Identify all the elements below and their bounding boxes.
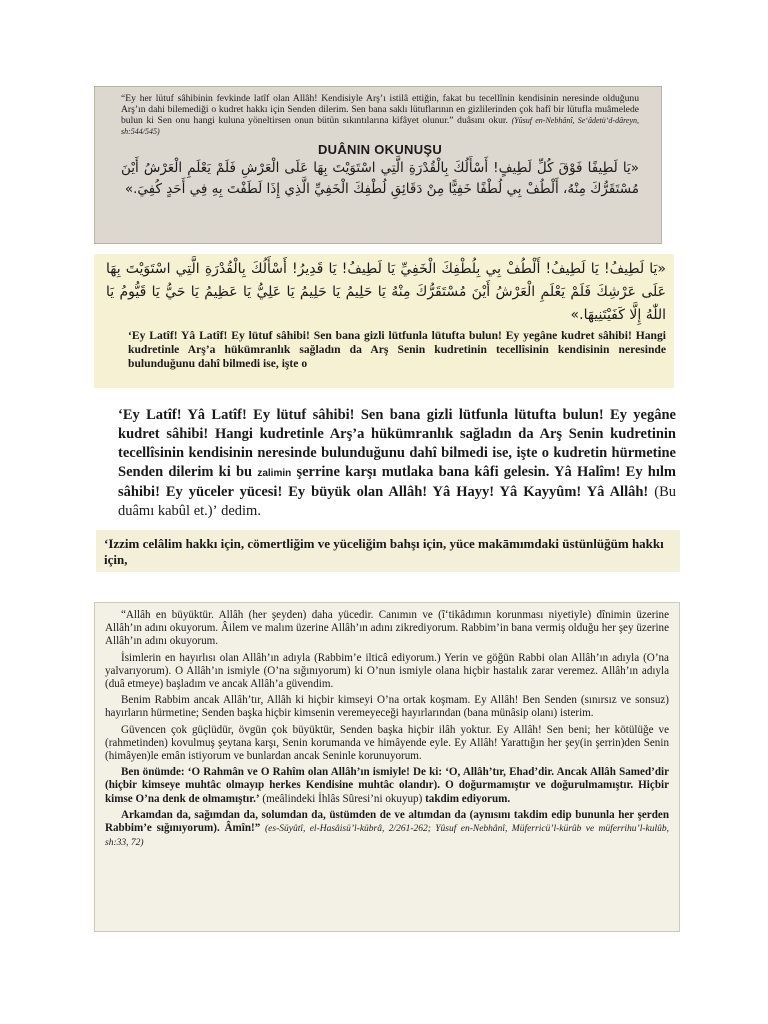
paragraph-5 xyxy=(105,766,669,806)
scan-panel-izzim xyxy=(96,530,680,572)
paragraph-1: “Allâh en büyüktür. Allâh (her şeyden) daha yücedir. Canımın ve (î‘tikâdımın korunması niyetiyle) dînimin üzerine Allâh’ın adını okuyorum. Âilem ve malım üzerine Allâh’ın adını zikrediyorum. Rabbim’in bana vermiş olduğu her şey üzerine Allâh’ın adını okuyorum. xyxy=(105,609,669,648)
paragraph-2: İsimlerin en hayırlısı olan Allâh’ın adıyla (Rabbim’e ilticâ ediyorum.) Yerin ve göğün Rabbi olan Allâh’ın adıyla (O’na yalvarıyorum). O Allâh’ın ismiyle (O’na sığınıyorum) ki O’nun ismiyle olana hiçbir hastalık zarar veremez. Allâh’ın adıyla (duâ etmeye) başladım ve ancak Allâh’a güvendim. xyxy=(105,651,669,691)
translation-part-2: şerrine karşı mutlaka bana kâfi gelesin. Yâ Halîm! Ey hılm sâhibi! Ey yüceler yücesi! Ey büyük olan Allâh! Yâ Hayy! Yâ Kayyûm! Yâ Allâh! xyxy=(118,464,676,500)
paragraph-5-note: (meâlindeki İhlâs Sûresi’ni okuyup) xyxy=(262,792,423,805)
scan-panel-dua-intro xyxy=(94,86,662,244)
paragraph-6-source: (es-Süyûtî, el-Hasâisü’l-kübrâ, 2/261-262; Yûsuf en-Nebhânî, Müferricü’l-kürûb ve müferrihu’l-kulûb, sh:33, 72) xyxy=(105,824,669,849)
translation-text: ‘Ey Latîf! Yâ Latîf! Ey lütuf sâhibi! Sen bana gizli lütfunla lütufta bulun! Ey yegâne kudret sâhibi! Hangi kudretinle Arş’a hükümranlık sağladın da Arş Senin kudretinin tecellîsinin kendisinin neresinde bulunduğunu dahî bilmedi ise, işte o xyxy=(128,329,666,370)
intro-text: “Ey her lütuf sâhibinin fevkinde latîf olan Allâh! Kendisiyle Arş’ı istilâ ettiğin, fakat bu tecellînin kendisinin neresinde olduğunu Arş’ın dahi bilemediği o kudret hakkı için Senden dilerim. Sen bana saklı lütuflarının en gizlilerinden çok hafî bir lütufla muâmelede bulun ki Sen onu hangi kuluna yöneltirsen onun bütün sıkıntılarına kifâyet olunur.” duâsını okur. xyxy=(121,93,639,126)
paragraph-3: Benim Rabbim ancak Allâh’tır, Allâh ki hiçbir kimseyi O’na ortak koşmam. Ey Allâh! Ben Senden (sınırsız ve sonsuz) hayırların hürmetine; Senden başka hiçbir kimsenin veremeyeceği hayırlarından (bana münâsip olanı) isterim. xyxy=(105,694,669,720)
translation-part-1: ‘Ey Latîf! Yâ Latîf! Ey lütuf sâhibi! Sen bana gizli lütfunla lütufta bulun! Ey yegâne kudret sâhibi! Hangi kudretinle Arş’a hükümranlık sağladın da Arş Senin kudretinin tecellîsinin kendisinin neresinde bulunduğunu dahî bilmedi ise, işte o kudretin hürmetine Senden dilerim ki bu xyxy=(118,407,676,480)
arabic-prayer-text-2: «يَا لَطِيفُ! يَا لَطِيفُ! أَلْطُفْ بِي بِلُطْفِكَ الْخَفِيِّ يَا لَطِيفُ! يَا قَدِيرُ! أَسْأَلُكَ بِالْقُدْرَةِ الَّتِي اسْتَوَيْتَ بِهَا عَلَى عَرْشِكَ فَلَمْ يَعْلَمِ الْعَرْشُ أَيْنَ مُسْتَقَرُّكَ مِنْهُ يَا حَلِيمُ يَا حَلِيمُ يَا عَلِيُّ يَا عَظِيمُ يَا حَيُّ يَا قَيُّومُ يَا اللّٰهُ إِلَّا كَفَيْتَنِيهَا.» xyxy=(106,261,666,323)
scan-panel-allah-akbar xyxy=(94,602,680,932)
intro-source: (Yûsuf en-Nebhânî, Se‘âdetü’d-dâreyn, sh:544/545) xyxy=(121,116,639,136)
izzim-text: ‘Izzim celâlim hakkı için, cömertliğim ve yüceliğim bahşı için, yüce makāmımdaki üstünlüğüm hakkı için, xyxy=(104,536,664,567)
translation-part-3: (Bu duâmı kabûl et.)’ xyxy=(118,484,676,519)
arabic-prayer-text: «يَا لَطِيفًا فَوْقَ كُلِّ لَطِيفٍ! أَسْأَلُكَ بِالْقُدْرَةِ الَّتِي اسْتَوَيْتَ بِهَا عَلَى الْعَرْشِ فَلَمْ يَعْلَمِ الْعَرْشُ أَيْنَ مُسْتَقَرُّكَ مِنْهُ، أَلْطُفْ بِي لُطْفًا خَفِيًّا مِنْ دَقَائِقِ لُطْفِكَ الْخَفِيِّ الَّذِي إِذَا لَطَفْتَ بِهِ فِي أَحَدٍ كُفِيَ.» xyxy=(121,160,639,197)
paragraph-6-text: Arkamdan da, sağımdan da, solumdan da, üstümden de ve altımdan da (aynısını takdim edip bununla her şerden Rabbim’e sığınıyorum). Âmîn!” xyxy=(105,808,669,835)
paragraph-4: Güvencen çok güçlüdür, övgün çok büyüktür, Senden başka hiçbir ilâh yoktur. Ey Allâh! Sen beni; her kötülüğe ve (rahmetinden) kovulmuş şeytana karşı, Senin korumanda ve himâyende eyle. Ey Allâh! Yarattığın her şey(in şerrin)den Senin (himâyen)le emân istiyorum ve bunlardan ancak Seninle korunuyorum. xyxy=(105,723,669,763)
translation-paragraph xyxy=(118,406,676,521)
paragraph-6 xyxy=(105,809,669,851)
translation-part-4: dedim. xyxy=(221,503,261,519)
typed-translation-panel xyxy=(96,398,684,522)
inserted-word: zalimin xyxy=(257,468,292,479)
section-heading: DUÂNIN OKUNUŞU xyxy=(317,142,443,157)
paragraph-5-end: takdim ediyorum. xyxy=(425,792,511,805)
paragraph-5-bold: Ben önümde: ‘O Rahmân ve O Rahîm olan Allâh’ın ismiyle! De ki: ‘O, Allâh’tır, Ehad’dir. Ancak Allâh Samed’dir (hiçbir kimseye muhtâc olmayıp herkes Kendisine muhtâc olandır). O doğurmamıştır ve doğurulmamıştır. Hiçbir kimse O’na denk de olmamıştır.’ xyxy=(105,766,669,805)
scan-panel-arabic-dua xyxy=(94,254,674,388)
intro-paragraph xyxy=(121,93,639,137)
